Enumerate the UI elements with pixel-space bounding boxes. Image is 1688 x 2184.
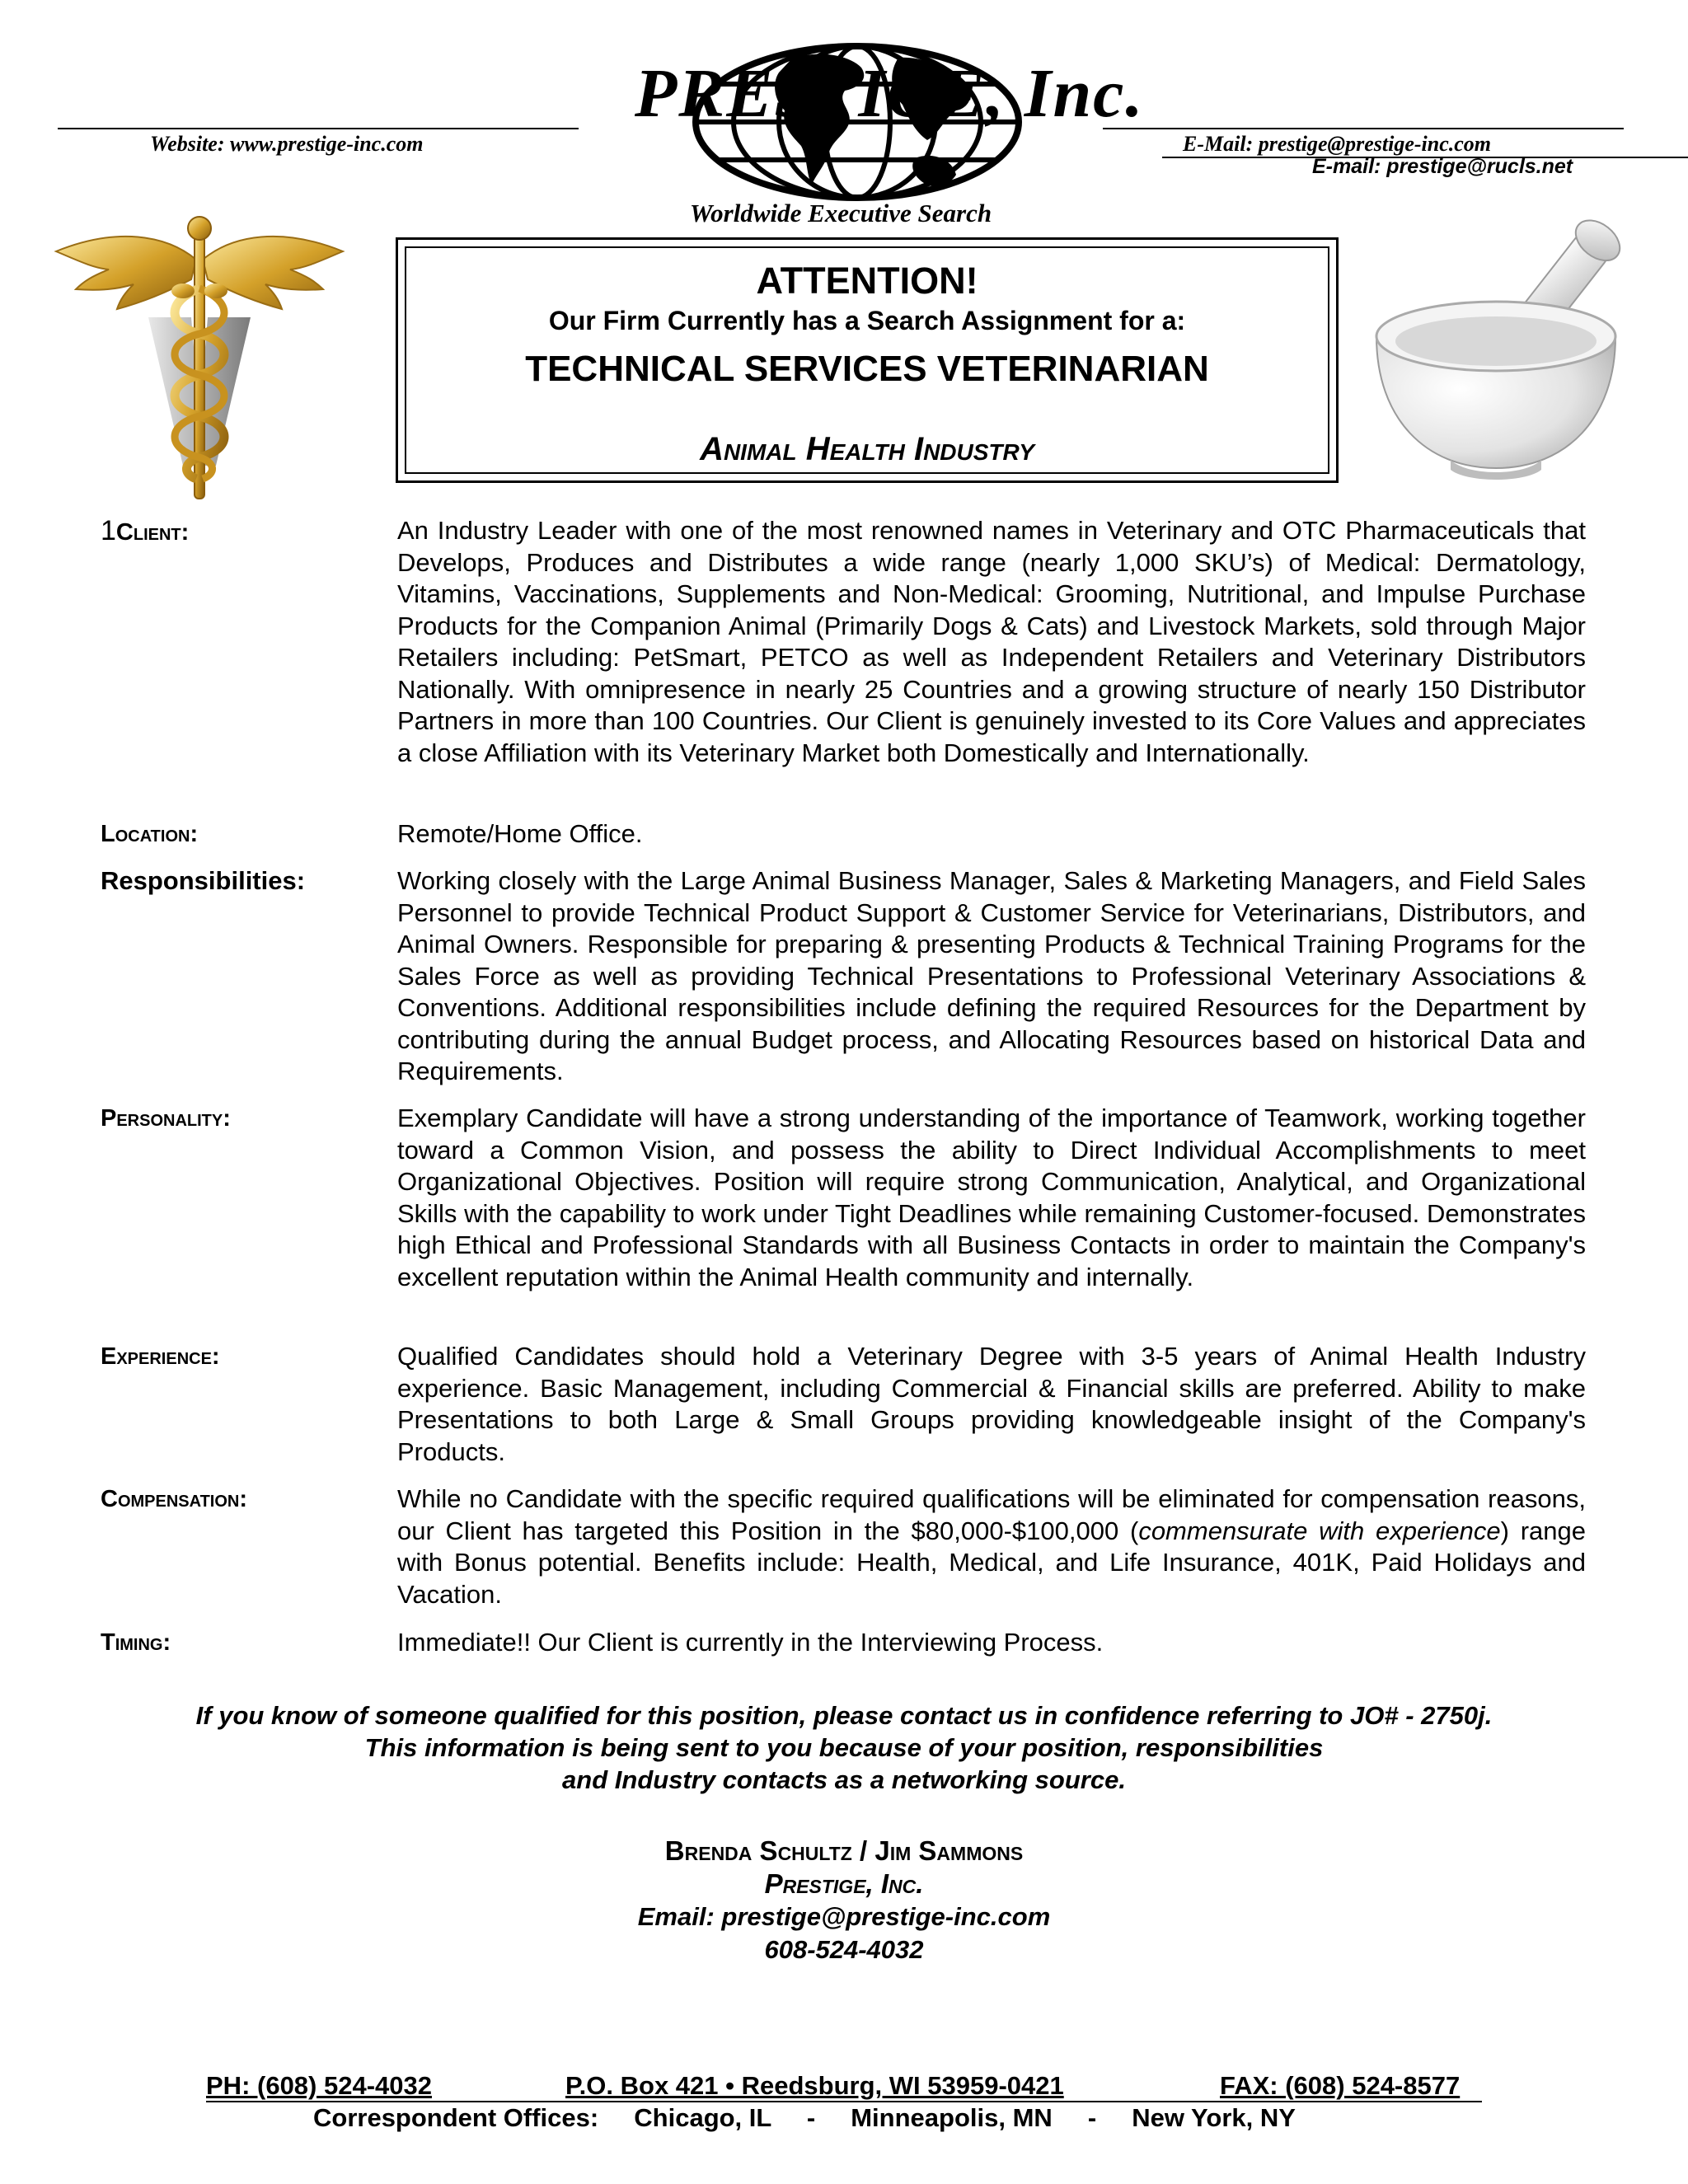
attention-box-inner	[405, 246, 1329, 474]
company-logo-text: PRESTIGE, Inc.	[635, 55, 1145, 132]
attention-subtitle: Our Firm Currently has a Search Assignment for a:	[548, 306, 1186, 335]
compensation-text-start: While no Candidate with the specific required qualifications will be eliminated for compensation reasons, our Client has targeted this Position in the $80,000-$100,000 (	[397, 1484, 1586, 1545]
tagline: Worldwide Executive Search	[689, 199, 992, 227]
section-label-timing: Timing:	[101, 1629, 171, 1656]
contact-company	[0, 1868, 1688, 1900]
responsibilities-text: Working closely with the Large Animal Business Manager, Sales & Marketing Managers, and Field Sales Personnel to provide Technical Product Support & Customer Service for Veterinarians, Distributors, and Animal Owners. Responsible for preparing & presenting Products & Technical Training Programs for the Sales Force as well as providing Technical Presentations to Professional Veterinary Associations & Conventions. Additional responsibilities include defining the required Resources for the Department by contributing during the annual Budget process, and Allocating Resources based on historical Data and Requirements.	[397, 866, 1586, 1085]
timing-text: Immediate!! Our Client is currently in the Interviewing Process.	[397, 1628, 1104, 1657]
footer-phone: PH: (608) 524-4032	[206, 2071, 432, 2100]
contact-names-text: Brenda Schultz / Jim Sammons	[664, 1835, 1024, 1866]
client-text: An Industry Leader with one of the most renowned names in Veterinary and OTC Pharmaceuticals that Develops, Produces and Distributes a wide range (nearly 1,000 SKU’s) of Medical: Dermatology, Vitamins, Vaccinations, Supplements and Non-Medical: Grooming, Nutritional, and Impulse Purchase Products for the Companion Animal (Primarily Dogs & Cats) and Livestock Markets, sold through Major Retailers including: PetSmart, PETCO as well as Independent Retailers and Veterinary Distributors Nationally. With omnipresence in nearly 25 Countries and a growing structure of nearly 150 Distributor Partners in more than 100 Countries. Our Client is genuinely invested to its Core Values and appreciates a close Affiliation with its Veterinary Market both Domestically and Internationally.	[397, 516, 1586, 767]
contact-email[interactable]: Email: prestige@prestige-inc.com	[637, 1902, 1051, 1931]
contact-company-text: Prestige, Inc.	[764, 1868, 924, 1899]
client-number: 1	[101, 515, 116, 546]
footer-fax: FAX: (608) 524-8577	[1220, 2071, 1461, 2100]
section-label-personality: Personality:	[101, 1105, 231, 1132]
header-rule-left	[58, 128, 579, 129]
section-label-compensation: Compensation:	[101, 1486, 248, 1512]
location-text: Remote/Home Office.	[397, 819, 643, 848]
section-label-location: Location:	[101, 821, 199, 847]
section-label-responsibilities: Responsibilities:	[101, 866, 306, 895]
footer-offices: Correspondent Offices: Chicago, IL - Minneapolis, MN - New York, NY	[313, 2103, 1296, 2132]
compensation-text	[397, 1483, 1586, 1610]
client-label: Client:	[115, 519, 190, 546]
closing-line-2: This information is being sent to you because of your position, responsibilities	[364, 1733, 1324, 1762]
personality-text: Exemplary Candidate will have a strong understanding of the importance of Teamwork, working together toward a Common Vision, and possess the ability to Direct Individual Accomplishments to meet Organizational Objectives. Position will require strong Communication, Analytical, and Organizational Skills with the capability to work under Tight Deadlines while remaining Customer-focused. Demonstrates high Ethical and Professional Standards with all Business Contacts in order to maintain the Company's excellent reputation within the Animal Health community and internally.	[397, 1104, 1586, 1291]
mortar-pestle-icon	[1360, 213, 1632, 485]
attention-title: ATTENTION!	[756, 260, 978, 302]
section-label-experience: Experience:	[101, 1343, 220, 1370]
email-link-secondary[interactable]: E-mail: prestige@rucls.net	[1312, 155, 1573, 178]
contact-names	[0, 1835, 1688, 1868]
closing-line-3: and Industry contacts as a networking source.	[562, 1765, 1126, 1794]
caduceus-icon	[51, 210, 348, 507]
footer-rule	[206, 2101, 1482, 2102]
compensation-text-italic: commensurate with experience	[1138, 1516, 1501, 1545]
experience-text: Qualified Candidates should hold a Veterinary Degree with 3-5 years of Animal Health Industry experience. Basic Management, including Commercial & Financial skills are preferred. Ability to make Presentations to both Large & Small Groups providing knowledgeable insight of the Company's Products.	[397, 1342, 1586, 1466]
contact-phone: 608-524-4032	[764, 1935, 924, 1964]
attention-box	[396, 237, 1339, 483]
header-rule-right	[1103, 128, 1624, 129]
position-title: TECHNICAL SERVICES VETERINARIAN	[525, 349, 1209, 389]
compensation-text-end: ) range with Bonus potential. Benefits include: Health, Medical, and Life Insurance, 401K, Paid Holidays and Vacation.	[397, 1516, 1586, 1609]
footer-address: P.O. Box 421 • Reedsburg, WI 53959-0421	[565, 2071, 1064, 2100]
email-link-primary[interactable]: E-Mail: prestige@prestige-inc.com	[1183, 132, 1492, 156]
website-link[interactable]: Website: www.prestige-inc.com	[150, 132, 424, 156]
closing-line-1: If you know of someone qualified for this position, please contact us in confidence referring to JO# - 2750j.	[195, 1701, 1493, 1730]
section-label-client	[101, 515, 189, 548]
industry-title: Animal Health Industry	[700, 431, 1034, 467]
